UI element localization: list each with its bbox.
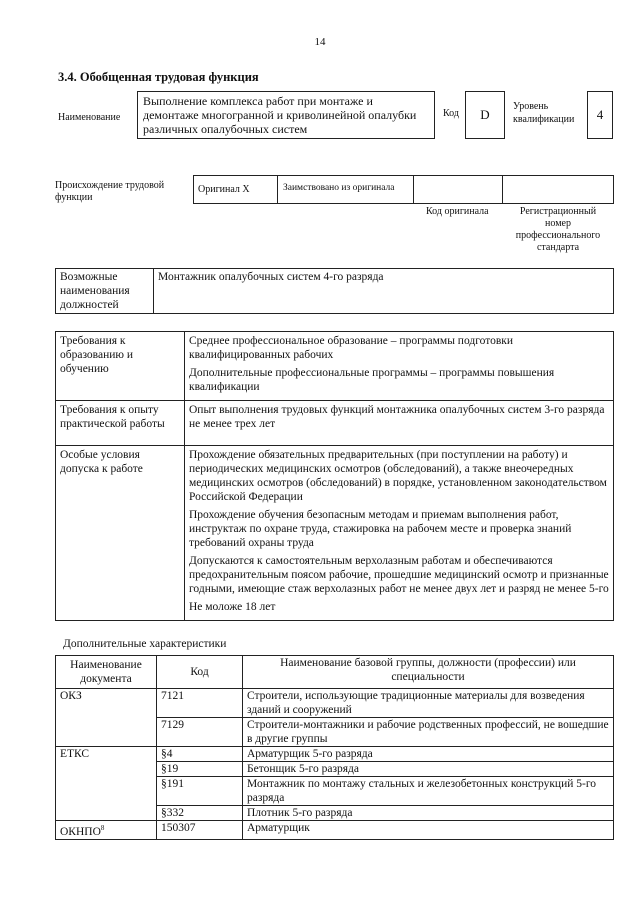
reg-number-caption: Регистрационный номер профессионального стандарта <box>515 206 601 253</box>
requirement-label: Особые условия допуска к работе <box>56 446 185 621</box>
name-label: Наименование <box>58 112 121 123</box>
additional-title: Дополнительные характеристики <box>63 638 227 650</box>
cell-doc <box>56 821 157 840</box>
code-original-caption: Код оригинала <box>426 206 489 217</box>
additional-table <box>55 655 614 840</box>
table-row <box>56 689 614 718</box>
origin-label: Происхождение трудовой функции <box>55 180 165 203</box>
requirement-row <box>56 446 614 621</box>
cell-name: Монтажник по монтажу стальных и железобетонных конструкций 5-го разряда <box>243 777 614 806</box>
cell-code: §332 <box>157 806 243 821</box>
requirement-text: Дополнительные профессиональные программы – программы повышения квалификации <box>189 367 555 393</box>
origin-box <box>193 175 614 204</box>
cell-doc: ОКЗ <box>56 689 157 718</box>
cell-name: Бетонщик 5-го разряда <box>243 762 614 777</box>
level-value: 4 <box>587 91 613 139</box>
header-doc: Наименование документа <box>56 656 157 689</box>
cell-doc-text: ОКНПО <box>60 825 101 838</box>
cell-code: 150307 <box>157 821 243 840</box>
cell-name: Строители-монтажники и рабочие родственных профессий, не вошедшие в другие группы <box>243 718 614 747</box>
cell-name: Строители, использующие традиционные материалы для возведения зданий и сооружений <box>243 689 614 718</box>
cell-name: Плотник 5-го разряда <box>243 806 614 821</box>
positions-value: Монтажник опалубочных систем 4-го разряда <box>154 269 614 314</box>
requirement-text: Опыт выполнения трудовых функций монтажника опалубочных систем 3-го разряда не менее трех лет <box>189 404 605 430</box>
code-value: D <box>465 91 505 139</box>
origin-original: Оригинал X <box>194 176 278 203</box>
table-row <box>56 821 614 840</box>
name-value: Выполнение комплекса работ при монтаже и демонтаже многогранной и криволинейной опалубки различных опалубочных систем <box>137 91 435 139</box>
level-label: Уровень квалификации <box>513 101 575 125</box>
requirement-values <box>185 446 614 621</box>
cell-code: §19 <box>157 762 243 777</box>
table-row <box>56 806 614 821</box>
table-row <box>56 777 614 806</box>
table-row <box>56 718 614 747</box>
positions-table <box>55 268 614 314</box>
cell-doc: ЕТКС <box>56 747 157 762</box>
cell-name: Арматурщик 5-го разряда <box>243 747 614 762</box>
requirement-text: Прохождение обучения безопасным методам и приемам выполнения работ, инструктаж по охране труда, стажировка на рабочем месте и проверка знаний требований охраны труда <box>189 509 572 549</box>
page-number: 14 <box>314 36 326 48</box>
requirement-label: Требования к образованию и обучению <box>56 332 185 401</box>
footnote-mark: 8 <box>100 824 105 832</box>
requirement-values <box>185 332 614 401</box>
requirement-values <box>185 401 614 446</box>
requirement-label: Требования к опыту практической работы <box>56 401 185 446</box>
requirement-text: Допускаются к самостоятельным верхолазным работам и обеспечиваются предохранительным поясом рабочие, прошедшие медицинский осмотр и признанные годными, имеющие стаж верхолазных работ не менее двух лет и разряд не менее 5-го <box>189 555 609 595</box>
origin-code-cell <box>414 176 503 203</box>
header-name: Наименование базовой группы, должности (профессии) или специальности <box>243 656 614 689</box>
requirements-table <box>55 331 614 621</box>
table-header-row <box>56 656 614 689</box>
positions-label: Возможные наименования должностей <box>56 269 154 314</box>
requirement-row <box>56 332 614 401</box>
cell-name: Арматурщик <box>243 821 614 840</box>
table-row <box>56 747 614 762</box>
cell-code: §4 <box>157 747 243 762</box>
cell-code: §191 <box>157 777 243 806</box>
code-label: Код <box>443 108 459 119</box>
requirement-text: Не моложе 18 лет <box>189 601 276 613</box>
table-row <box>56 762 614 777</box>
cell-code: 7129 <box>157 718 243 747</box>
requirement-row <box>56 401 614 446</box>
cell-code: 7121 <box>157 689 243 718</box>
cell-doc <box>56 806 157 821</box>
section-title: 3.4. Обобщенная трудовая функция <box>58 70 259 84</box>
cell-doc <box>56 762 157 777</box>
requirement-text: Среднее профессиональное образование – программы подготовки квалифицированных рабочих <box>189 335 514 361</box>
header-code: Код <box>157 656 243 689</box>
cell-doc <box>56 777 157 806</box>
requirement-text: Прохождение обязательных предварительных (при поступлении на работу) и периодических медицинских осмотров (обследований), а также внеочередных медицинских осмотров (обследований) в порядке, установленном законодательством Российской Федерации <box>189 449 607 503</box>
origin-borrowed: Заимствовано из оригинала <box>278 176 414 203</box>
cell-doc <box>56 718 157 747</box>
